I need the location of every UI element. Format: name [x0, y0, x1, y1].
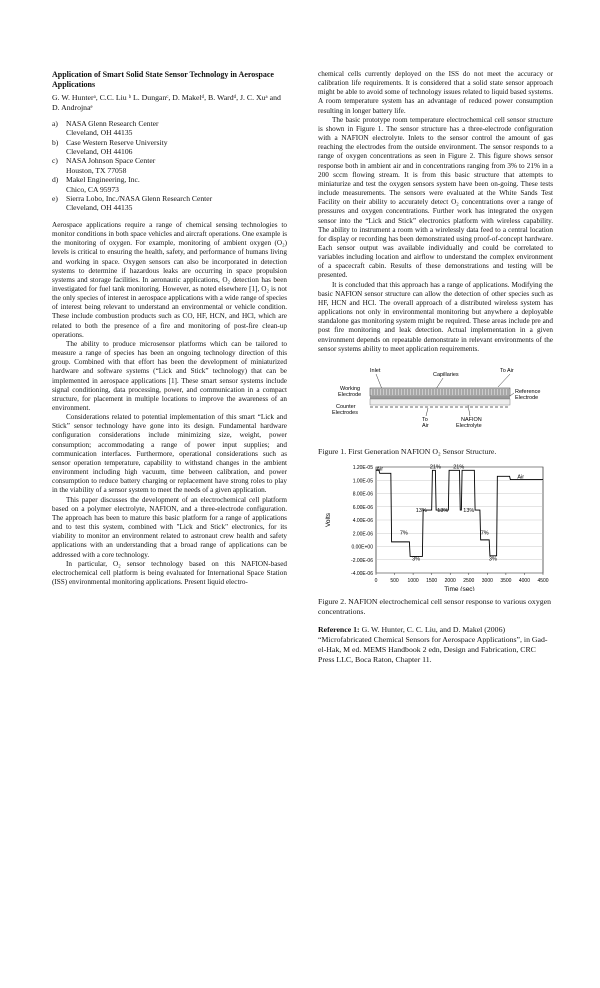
y-axis-label: Volts [325, 512, 332, 528]
data-annotation: Air [376, 466, 384, 473]
body-paragraph: The basic prototype room temperature electrochemical cell sensor structure is shown in Figure 1. The sensor structure has a three-electrode configuration with a NAFION electrolyte. Inlets to the sensor control the amount of gas reaching the electrodes from the outside environment. The sensor responds to a range of oxygen concentrations as seen in Figure 2. This figure shows sensor response both in ambient air and in concentrations ranging from 3% to 21% in a 200 sccm flowing stream. It is from this basic structure that attempts to miniaturize and test the oxygen sensors system have been on-going. These tests include measurements. The sensors were evaluated at the White Sands Test Facility on their ability to accurately detect O₂ concentrations over a range of pressures and oxygen concentrations. Further work has integrated the oxygen sensor into the “Lick and Stick” electronics platform with wireless capability. The ability to instrument a room with a wirelessly data feed to a central location for display or recording has been demonstrated using proof-of-concept hardware. Each sensor output was available individually and could be correlated to variables including location and airflow to understand the complex environment of a spacecraft cabin. Results of these demonstrations and testing will be presented. [318, 115, 553, 280]
x-tick-label: 0 [374, 578, 378, 584]
body-paragraph: In particular, O₂ sensor technology based on this NAFION-based electrochemical cell platform is being evaluated for International Space Station (ISS) environmental monitoring applications. Present liquid electro- [52, 559, 287, 586]
fig1-working-label-l2: Electrode [338, 391, 362, 398]
data-annotation: 3% [488, 556, 497, 563]
affiliation-line: Houston, TX 77058 [66, 165, 127, 175]
affiliation-text [66, 194, 212, 213]
figure-2-chart [318, 461, 553, 591]
y-tick-label: 1.00E-05 [352, 478, 373, 485]
y-tick-label: 4.00E-06 [352, 518, 373, 524]
affiliation-item [52, 138, 287, 157]
affiliation-item [52, 156, 287, 175]
affiliation-line: Cleveland, OH 44106 [66, 147, 133, 157]
figure-1-diagram [318, 363, 553, 441]
author-list: G. W. Hunterᵃ, C.C. Liu ᵇ L. Dunganᶜ, D. Makelᵈ, B. Wardᵈ, J. C. Xuᵃ and D. Androjnaᵉ [52, 93, 281, 113]
fig1-counter-label-l2: Electrodes [332, 409, 358, 416]
x-tick-label: 4000 [518, 578, 531, 584]
affiliation-line: Case Western Reserve University [66, 137, 168, 147]
data-annotation: 3% [412, 556, 421, 563]
body-paragraph: The ability to produce microsensor platforms which can be tailored to measure a range of species has been an ongoing technology direction of this group. Combined with that effort has been the development of miniaturized hardware and software systems (“Lick and Stick” technology) that can be implemented in aerospace applications [1]. These smart sensor systems include signal conditioning, data processing, power, and communication in a compact structure, for placement in multiple locations to improve the awareness of an environment. [52, 339, 287, 412]
body-paragraph: Aerospace applications require a range of chemical sensing technologies to monitor conditions in both space vehicles and aircraft operations. One example is the monitoring of oxygen. For example, monitoring of ambient oxygen (O₂) levels is critical to ensuring the health, safety, and performance of humans living and working in space. Oxygen sensors can also be incorporated in detection systems to determine if hazardous leaks are occurring in space propulsion systems and storage facilities. In aeronautic applications, O₂ detection has been investigated for fuel tank monitoring. However, as noted elsewhere [1], O₂ is not the only species of interest in aerospace applications with a wide range of species of interest being relevant to understand an environmental or vehicle condition. These include combustion products such as CO, HF, HCN, and HCl, which are related to both the presence of a fire and monitoring of post-fire clean-up operations. [52, 220, 287, 339]
affiliation-line: Chico, CA 95973 [66, 184, 119, 194]
fig1-working-label-l1: Working [340, 385, 361, 392]
affiliation-text [66, 119, 159, 138]
data-annotation: 7% [480, 530, 489, 537]
body-paragraph: This paper discusses the development of an electrochemical cell platform based on a polymer electrolyte, NAFION, and a three-electrode configuration. The approach has been to mature this basic platform for a range of applications and to test this system, combined with "Lick and Stick" electronics, for its viability to monitor an environment related to astronaut crew health and safety applications with an understanding that a broad range of applications can be addressed with a core technology. [52, 495, 287, 559]
affiliation-text [66, 156, 155, 175]
affiliation-text [66, 138, 168, 157]
fig1-reference-label-l2: Electrode [515, 394, 539, 401]
y-tick-label: 2.00E-06 [352, 531, 373, 538]
fig1-capillaries-label: Capillaries [433, 371, 459, 378]
affiliation-line: Cleveland, OH 44135 [66, 128, 133, 138]
body-paragraph: It is concluded that this approach has a range of applications. Modifying the basic NAFION sensor structure can allow the detection of other species such as HF, HCN and HCl. The overall approach of a distributed wireless system has applications not only in environmental monitoring but anywhere a deployable standalone gas monitoring system might be required. These areas include pre and post fire monitoring and leak detection. Actual implementation in a given environment depends on repeatable demonstrate in relevant environments of the sensor systems ability to meet application requirements. [318, 280, 553, 353]
data-annotation: 13% [415, 508, 427, 515]
fig1-reference-label-l1: Reference [515, 388, 541, 395]
body-paragraph: chemical cells currently deployed on the ISS do not meet the accuracy or calibration life requirements. It is considered that a solid state sensor approach might be able to avoid some of technology issues related to liquid based systems. A room temperature system has an advantage of reduced power consumption resulting in longer battery life. [318, 70, 553, 115]
y-tick-label: -2.00E-06 [351, 557, 373, 564]
data-annotation: 21% [429, 464, 441, 471]
x-tick-label: 3000 [481, 578, 493, 584]
y-tick-label: 1.20E-05 [352, 465, 373, 471]
right-body [318, 70, 553, 354]
affiliation-label: b) [52, 137, 59, 147]
fig1-capillary-plate [370, 388, 510, 396]
fig1-to-air-bottom-l1: To [422, 416, 428, 423]
fig1-working-electrode [370, 396, 510, 399]
fig1-nafion-l2: Electrolyte [456, 422, 482, 429]
affiliation-line: Makel Engineering, Inc. [66, 175, 140, 185]
data-annotation: 13% [437, 508, 449, 515]
fig1-to-air-top-label: To Air [500, 367, 514, 374]
y-tick-label: -4.00E-06 [351, 571, 373, 577]
affiliation-label: a) [52, 118, 58, 128]
y-tick-label: 6.00E-06 [352, 504, 373, 511]
figure-2-caption: Figure 2. NAFION electrochemical cell sensor response to various oxygen concentrations. [318, 597, 551, 617]
right-column [318, 70, 553, 665]
fig1-inlet-label: Inlet [370, 367, 381, 374]
x-axis-label: Time (sec) [444, 586, 475, 591]
affiliation-item [52, 194, 287, 213]
affiliation-text [66, 175, 140, 194]
data-annotation: 13% [463, 508, 475, 515]
affiliation-line: NASA Glenn Research Center [66, 118, 159, 128]
figure-1 [318, 363, 553, 457]
fig1-nafion-arrow [468, 405, 470, 416]
data-annotation: Air [517, 474, 525, 481]
left-body [52, 221, 287, 587]
affiliation-line: Sierra Lobo, Inc./NASA Glenn Research Center [66, 194, 213, 204]
x-tick-label: 3500 [500, 578, 512, 584]
data-annotation: 21% [453, 464, 465, 471]
affiliation-label: e) [52, 194, 58, 204]
x-tick-label: 4500 [537, 578, 549, 584]
reference-entry [318, 625, 553, 665]
y-tick-label: 8.00E-06 [352, 491, 373, 498]
affiliation-label: c) [52, 156, 58, 166]
x-tick-label: 2000 [444, 578, 456, 584]
affiliation-item [52, 175, 287, 194]
reference-text: G. W. Hunter, C. C. Liu, and D. Makel (2006) “Microfabricated Chemical Sensors for Aerospace Applications”, in Gad-el-Hak, M ed. MEMS Handbook 2 edn, Design and Fabrication, CRC Press LLC, Boca Raton, Chapter 11. [318, 625, 548, 665]
fig1-to-air-arrow [498, 374, 510, 387]
x-tick-label: 1500 [426, 578, 438, 584]
fig1-capillaries-arrow [436, 378, 443, 389]
fig1-counter-label-l1: Counter [336, 403, 356, 410]
affiliation-label: d) [52, 175, 59, 185]
fig1-to-air-bottom-arrow [426, 408, 428, 416]
affiliation-line: NASA Johnson Space Center [66, 156, 156, 166]
affiliation-line: Cleveland, OH 44135 [66, 203, 133, 213]
fig1-inlet-arrow [376, 374, 382, 389]
data-annotation: 7% [399, 530, 408, 537]
figure-2 [318, 461, 553, 617]
fig1-to-air-bottom-l2: Air [422, 422, 429, 429]
reference-label: Reference 1: [318, 625, 360, 635]
left-column [52, 70, 287, 587]
x-tick-label: 1000 [407, 578, 419, 584]
x-tick-label: 2500 [463, 578, 475, 584]
x-tick-label: 500 [390, 578, 399, 584]
y-tick-label: 0.00E+00 [351, 544, 373, 551]
figure-1-caption: Figure 1. First Generation NAFION O₂ Sensor Structure. [318, 447, 497, 456]
affiliation-item [52, 119, 287, 138]
fig1-reference-arrow [510, 393, 514, 396]
affiliations [52, 119, 287, 213]
body-paragraph: Considerations related to potential implementation of this smart “Lick and Stick” sensor technology have gone into its design. Fundamental hardware configuration considerations include minimizing size, weight, power consumption; accommodating a range of power input supplies; and communication interfaces. Furthermore, operational considerations such as sensor operation temperature, capability to withstand changes in the ambient environment including high vacuum, time between calibration, and power consumption to reduce battery charging or replacement have strong roles to play in the viability of a sensor system to meet the needs of a given application. [52, 413, 287, 495]
fig1-nafion-l1: NAFION [461, 416, 482, 423]
paper-title: Application of Smart Solid State Sensor Technology in Aerospace Applications [52, 70, 274, 89]
fig1-nafion-layer [370, 399, 510, 405]
